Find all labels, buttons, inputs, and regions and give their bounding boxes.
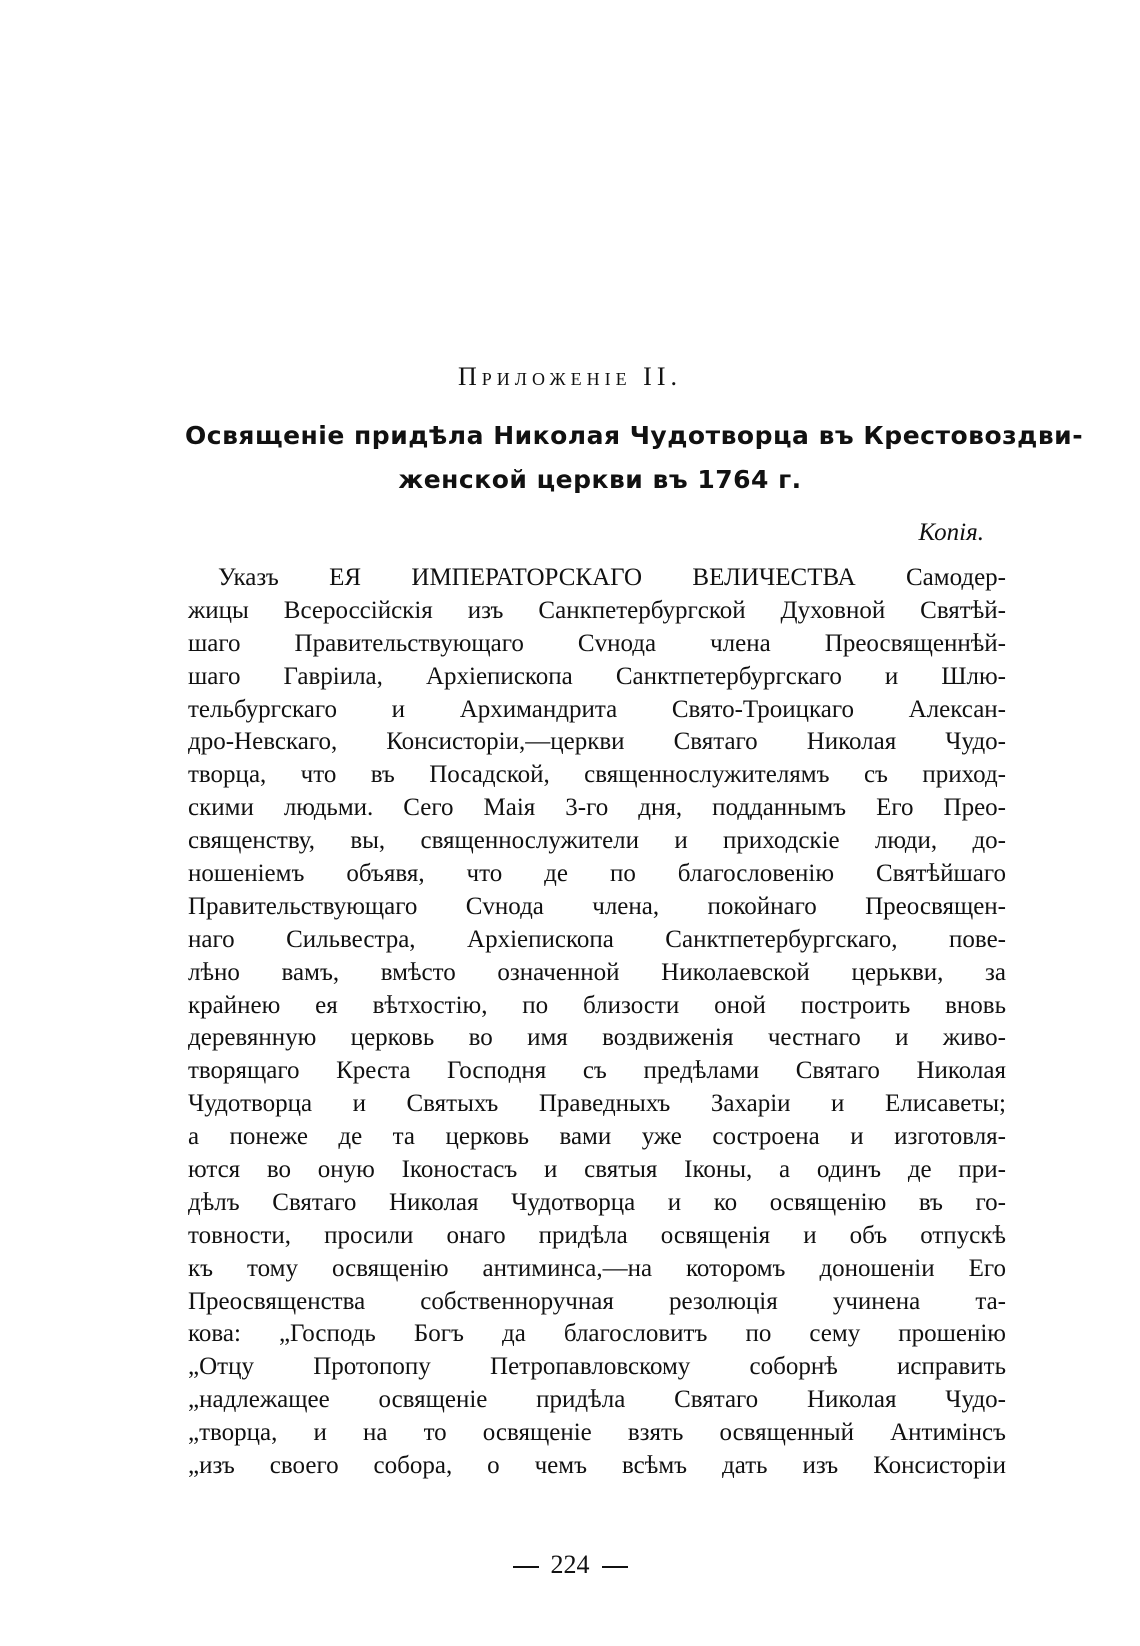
body-line: Правительствующаго Сvнода члена, покойнаго Преосвящен- [188,892,1006,920]
section-title-line: Освященіе придѣла Николая Чудотворца въ Крестовоздви- [185,421,1084,450]
body-line: дро-Невскаго, Консисторіи,—церкви Святаго Николая Чудо- [188,728,1006,756]
body-line: творца, что въ Посадской, священнослужителямъ съ приход- [188,761,1006,789]
body-line: тельбургскаго и Архимандрита Свято-Троицкаго Алексан- [188,695,1006,723]
body-line: шаго Правительствующаго Сvнода члена Преосвященнѣй- [188,629,1006,657]
footer-dash-left [513,1566,539,1568]
body-line: къ тому освященію антиминса,—на которомъ доношеніи Его [188,1254,1006,1282]
body-line: „творца, и на то освященіе взять освященный Антимінсъ [188,1419,1006,1447]
body-line: Указъ ЕЯ ИМПЕРАТОРСКАГО ВЕЛИЧЕСТВА Самодер- [218,564,1006,591]
body-line: ются во оную Іконостасъ и святыя Іконы, а одинъ де при- [188,1156,1006,1184]
body-line: творящаго Креста Господня съ предѣлами Святаго Николая [188,1057,1006,1085]
section-title [185,414,1084,502]
body-line: Чудотворца и Святыхъ Праведныхъ Захаріи и Елисаветы; [188,1090,1006,1118]
body-line: Преосвященства собственноручная резолюція учинена та- [188,1287,1006,1315]
body-line: крайнею ея вѣтхостію, по близости оной построить вновь [188,991,1006,1019]
body-line: кова: „Господь Богъ да благословитъ по сему прошенію [188,1320,1006,1348]
body-line: шаго Гавріила, Архіепископа Санктпетербургскаго и Шлю- [188,662,1006,690]
copy-mark: Копія. [918,519,984,546]
body-line: скими людьми. Сего Маія 3-го дня, подданнымъ Его Прео- [188,794,1006,822]
body-line: наго Сильвестра, Архіепископа Санктпетербургскаго, пове- [188,925,1006,953]
body-line: священству, вы, священнослужители и приходскіе люди, до- [188,827,1006,855]
page-number: 224 [550,1550,590,1579]
body-line: а понеже де та церковь вами уже состроена и изготовля- [188,1123,1006,1151]
body-line: „изъ своего собора, о чемъ всѣмъ дать изъ Консисторіи [188,1452,1006,1480]
page-footer [0,1550,1140,1580]
body-line: „надлежащее освященіе придѣла Святаго Николая Чудо- [188,1386,1006,1414]
body-line: лѣно вамъ, вмѣсто означенной Николаевской церькви, за [188,958,1006,986]
body-line: товности, просили онаго придѣла освященія и объ отпускѣ [188,1221,1006,1249]
body-text [188,562,1006,1483]
appendix-heading: Приложеніе II. [458,362,682,391]
footer-dash-right [602,1566,628,1568]
body-line: дѣлъ Святаго Николая Чудотворца и ко освященію въ го- [188,1188,1006,1216]
body-line: жицы Всероссійскія изъ Санкпетербургской Духовной Святѣй- [188,596,1006,624]
section-title-line: женской церкви въ 1764 г. [398,465,802,494]
body-line: „Отцу Протопопу Петропавловскому соборнѣ исправить [188,1353,1006,1381]
body-line: ношеніемъ объявя, что де по благословенію Святѣйшаго [188,860,1006,888]
body-line: деревянную церковь во имя воздвиженія честнаго и живо- [188,1024,1006,1052]
